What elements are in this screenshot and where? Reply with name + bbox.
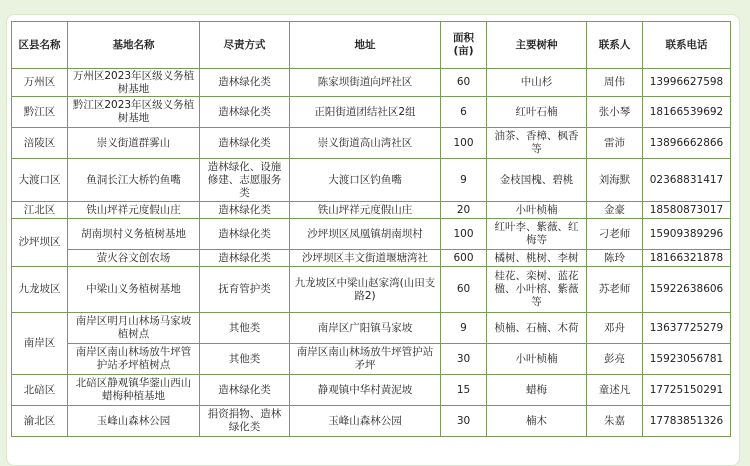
- cell-base: 北碚区静观镇华蓥山西山蜡梅种植基地: [68, 375, 200, 406]
- table-row: [12, 250, 731, 267]
- cell-phone: 13896662866: [643, 128, 731, 159]
- cell-phone: 02368831417: [643, 159, 731, 202]
- cell-area: 60: [441, 267, 487, 313]
- cell-phone: 13637725279: [643, 313, 731, 344]
- cell-base: 鱼洞长江大桥钓鱼嘴: [68, 159, 200, 202]
- table-row: [12, 267, 731, 313]
- cell-species: 红叶石楠: [487, 97, 587, 128]
- cell-contact: 周伟: [587, 69, 643, 97]
- cell-phone: 13996627598: [643, 69, 731, 97]
- cell-species: 桢楠、石楠、木荷: [487, 313, 587, 344]
- cell-contact: 刘海默: [587, 159, 643, 202]
- table-row: [12, 128, 731, 159]
- table-row: [12, 406, 731, 437]
- cell-address: 崇义街道高山湾社区: [290, 128, 441, 159]
- cell-base: 黔江区2023年区级义务植树基地: [68, 97, 200, 128]
- cell-species: 中山杉: [487, 69, 587, 97]
- cell-base: 中梁山义务植树基地: [68, 267, 200, 313]
- cell-area: 600: [441, 250, 487, 267]
- cell-district: 北碚区: [12, 375, 68, 406]
- cell-base: 胡南坝村义务植树基地: [68, 219, 200, 250]
- cell-method: 其他类: [200, 344, 290, 375]
- cell-address: 大渡口区钓鱼嘴: [290, 159, 441, 202]
- cell-species: 小叶桢楠: [487, 344, 587, 375]
- cell-base: 南岸区明月山林场马家坡植树点: [68, 313, 200, 344]
- cell-contact: 童述凡: [587, 375, 643, 406]
- cell-method: 造林绿化类: [200, 97, 290, 128]
- cell-species: 蜡梅: [487, 375, 587, 406]
- cell-contact: 张小琴: [587, 97, 643, 128]
- cell-area: 60: [441, 69, 487, 97]
- cell-area: 30: [441, 344, 487, 375]
- cell-district: 万州区: [12, 69, 68, 97]
- cell-phone: 18166539692: [643, 97, 731, 128]
- cell-method: 捐资捐物、造林绿化类: [200, 406, 290, 437]
- cell-address: 沙坪坝区丰文街道堰塘湾社: [290, 250, 441, 267]
- cell-base: 萤火谷文创农场: [68, 250, 200, 267]
- cell-address: 南岸区南山林场放牛坪管护站矛坪: [290, 344, 441, 375]
- table-row: [12, 159, 731, 202]
- cell-method: 造林绿化类: [200, 202, 290, 219]
- cell-base: 南岸区南山林场放牛坪管护站矛坪植树点: [68, 344, 200, 375]
- cell-area: 9: [441, 313, 487, 344]
- cell-contact: 金豪: [587, 202, 643, 219]
- cell-species: 红叶李、紫薇、红梅等: [487, 219, 587, 250]
- cell-district: 江北区: [12, 202, 68, 219]
- cell-area: 6: [441, 97, 487, 128]
- cell-address: 正阳街道团结社区2组: [290, 97, 441, 128]
- cell-contact: 邓舟: [587, 313, 643, 344]
- cell-address: 静观镇中华村黄泥坡: [290, 375, 441, 406]
- cell-method: 造林绿化、设施修建、志愿服务类: [200, 159, 290, 202]
- cell-area: 100: [441, 128, 487, 159]
- table-row: [12, 219, 731, 250]
- table-row: [12, 69, 731, 97]
- cell-phone: 18166321878: [643, 250, 731, 267]
- header-method: 尽责方式: [200, 22, 290, 69]
- header-species: 主要树种: [487, 22, 587, 69]
- cell-phone: 18580873017: [643, 202, 731, 219]
- header-base-name: 基地名称: [68, 22, 200, 69]
- cell-address: 沙坪坝区凤凰镇胡南坝村: [290, 219, 441, 250]
- header-district: 区县名称: [12, 22, 68, 69]
- cell-district: 黔江区: [12, 97, 68, 128]
- cell-method: 造林绿化类: [200, 250, 290, 267]
- header-area: 面积(亩): [441, 22, 487, 69]
- table-row: [12, 313, 731, 344]
- cell-area: 15: [441, 375, 487, 406]
- cell-address: 玉峰山森林公园: [290, 406, 441, 437]
- cell-base: 铁山坪祥元度假山庄: [68, 202, 200, 219]
- cell-district: 九龙坡区: [12, 267, 68, 313]
- cell-district: 沙坪坝区: [12, 219, 68, 267]
- table-row: [12, 202, 731, 219]
- cell-phone: 17783851326: [643, 406, 731, 437]
- cell-species: 楠木: [487, 406, 587, 437]
- cell-species: 小叶桢楠: [487, 202, 587, 219]
- table-header-row: [12, 22, 731, 69]
- cell-phone: 15909389296: [643, 219, 731, 250]
- cell-phone: 17725150291: [643, 375, 731, 406]
- cell-species: 油茶、香樟、枫香等: [487, 128, 587, 159]
- cell-method: 造林绿化类: [200, 69, 290, 97]
- cell-species: 橘树、桃树、李树: [487, 250, 587, 267]
- cell-species: 桂花、栾树、蓝花楹、小叶榕、紫薇等: [487, 267, 587, 313]
- cell-species: 金枝国槐、碧桃: [487, 159, 587, 202]
- cell-base: 崇义街道群雾山: [68, 128, 200, 159]
- cell-method: 造林绿化类: [200, 128, 290, 159]
- cell-district: 渝北区: [12, 406, 68, 437]
- cell-area: 20: [441, 202, 487, 219]
- cell-base: 万州区2023年区级义务植树基地: [68, 69, 200, 97]
- cell-phone: 15923056781: [643, 344, 731, 375]
- table-row: [12, 375, 731, 406]
- cell-base: 玉峰山森林公园: [68, 406, 200, 437]
- cell-method: 造林绿化类: [200, 375, 290, 406]
- cell-contact: 彭亮: [587, 344, 643, 375]
- cell-phone: 15922638606: [643, 267, 731, 313]
- cell-method: 其他类: [200, 313, 290, 344]
- header-address: 地址: [290, 22, 441, 69]
- cell-method: 造林绿化类: [200, 219, 290, 250]
- cell-district: 南岸区: [12, 313, 68, 375]
- cell-district: 涪陵区: [12, 128, 68, 159]
- cell-address: 铁山坪祥元度假山庄: [290, 202, 441, 219]
- cell-contact: 陈玲: [587, 250, 643, 267]
- cell-address: 陈家坝街道向坪社区: [290, 69, 441, 97]
- cell-area: 30: [441, 406, 487, 437]
- tree-planting-bases-table: [11, 21, 731, 437]
- cell-address: 九龙坡区中梁山赵家湾(山田支路2): [290, 267, 441, 313]
- table-row: [12, 97, 731, 128]
- cell-contact: 朱嘉: [587, 406, 643, 437]
- cell-contact: 苏老师: [587, 267, 643, 313]
- cell-area: 100: [441, 219, 487, 250]
- cell-area: 9: [441, 159, 487, 202]
- table-row: [12, 344, 731, 375]
- cell-address: 南岸区广阳镇马家坡: [290, 313, 441, 344]
- header-phone: 联系电话: [643, 22, 731, 69]
- cell-contact: 雷沛: [587, 128, 643, 159]
- cell-district: 大渡口区: [12, 159, 68, 202]
- cell-contact: 刁老师: [587, 219, 643, 250]
- header-contact: 联系人: [587, 22, 643, 69]
- cell-method: 抚育管护类: [200, 267, 290, 313]
